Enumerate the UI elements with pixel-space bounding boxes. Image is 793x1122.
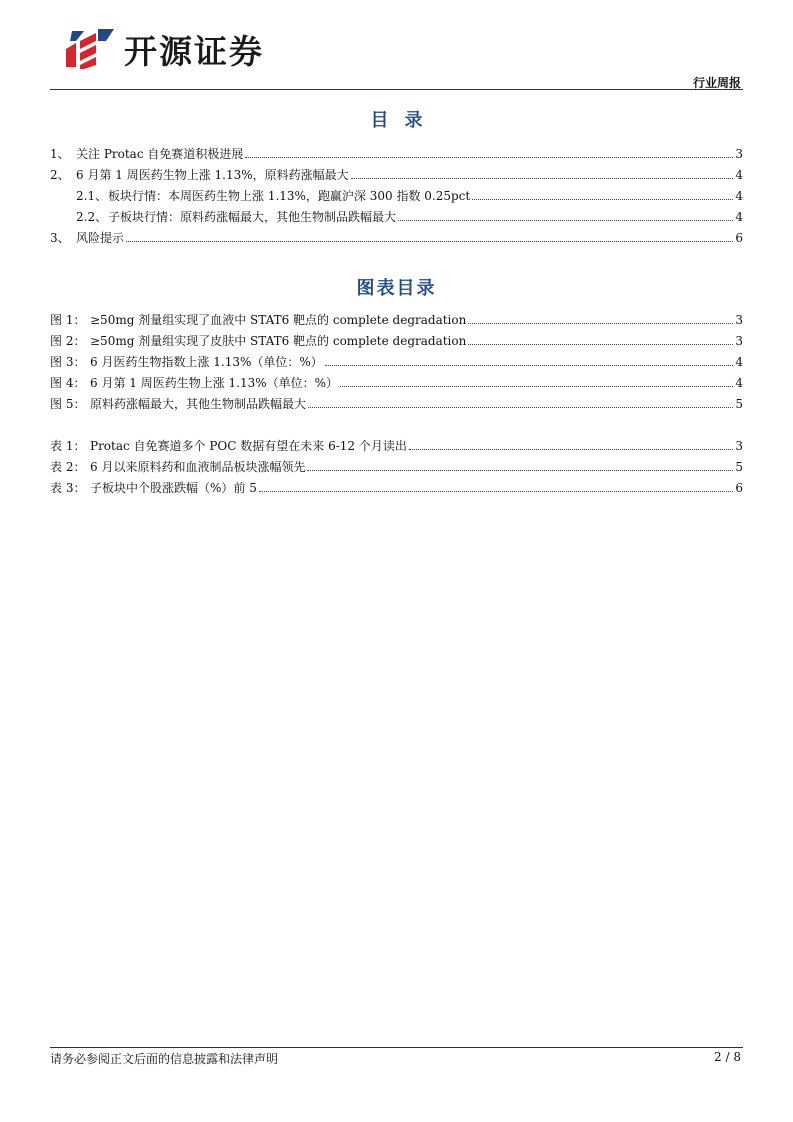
leader-dots — [398, 219, 733, 221]
toc-entry-page: 4 — [735, 210, 743, 224]
chart-entry-number: 图 1： — [50, 313, 86, 327]
toc-entry[interactable] — [50, 161, 743, 182]
company-name: 开源证券 — [124, 31, 264, 71]
chart-entry[interactable] — [50, 348, 743, 369]
chart-entry-page: 4 — [735, 376, 743, 390]
toc-entry-text: 6 月第 1 周医药生物上涨 1.13%，原料药涨幅最大 — [76, 168, 349, 182]
footer-disclaimer: 请务必参阅正文后面的信息披露和法律声明 — [50, 1052, 279, 1066]
chart-entry[interactable] — [50, 327, 743, 348]
chart-entry-text: 6 月医药生物指数上涨 1.13%（单位：%） — [90, 355, 323, 369]
toc-entry-text: 板块行情：本周医药生物上涨 1.13%，跑赢沪深 300 指数 0.25pct — [108, 189, 471, 203]
toc-entry-number: 2.2、 — [76, 210, 108, 224]
table-entry[interactable] — [50, 432, 743, 453]
footer-divider — [50, 1047, 743, 1048]
toc-entry-number: 2、 — [50, 168, 70, 182]
table-entry[interactable] — [50, 453, 743, 474]
toc-entry[interactable] — [50, 224, 743, 245]
report-type-label: 行业周报 — [692, 76, 741, 90]
toc-entry[interactable] — [50, 140, 743, 161]
leader-dots — [307, 469, 733, 471]
chart-entry-number: 图 2： — [50, 334, 86, 348]
chart-entry-text: ≥50mg 剂量组实现了皮肤中 STAT6 靶点的 complete degradation — [90, 334, 467, 348]
table-entry-page: 6 — [735, 481, 743, 495]
toc-entry-number: 2.1、 — [76, 189, 108, 203]
chart-entry-number: 图 3： — [50, 355, 86, 369]
chart-entry-page: 5 — [735, 397, 743, 411]
chart-entry[interactable] — [50, 306, 743, 327]
toc-entry-number: 1、 — [50, 147, 70, 161]
leader-dots — [308, 406, 733, 408]
toc-list — [50, 140, 743, 245]
chart-entry-text: 原料药涨幅最大，其他生物制品跌幅最大 — [90, 397, 307, 411]
company-logo — [62, 26, 264, 72]
leader-dots — [468, 322, 733, 324]
chart-entry-page: 3 — [735, 313, 743, 327]
leader-dots — [468, 343, 733, 345]
chart-entry-text: ≥50mg 剂量组实现了血液中 STAT6 靶点的 complete degradation — [90, 313, 467, 327]
table-list — [50, 432, 743, 495]
leader-dots — [245, 156, 733, 158]
chart-entry-number: 图 4： — [50, 376, 86, 390]
toc-entry-number: 3、 — [50, 231, 70, 245]
chart-list — [50, 306, 743, 411]
chart-entry-page: 4 — [735, 355, 743, 369]
leader-dots — [126, 240, 733, 242]
toc-entry-page: 4 — [735, 189, 743, 203]
leader-dots — [340, 385, 733, 387]
chart-entry-text: 6 月第 1 周医药生物上涨 1.13%（单位：%） — [90, 376, 339, 390]
toc-entry-text: 关注 Protac 自免赛道积极进展 — [76, 147, 244, 161]
table-entry-text: 6 月以来原料药和血液制品板块涨幅领先 — [90, 460, 306, 474]
toc-entry-text: 子板块行情：原料药涨幅最大，其他生物制品跌幅最大 — [108, 210, 397, 224]
chart-entry[interactable] — [50, 369, 743, 390]
kaiyuan-securities-logo-icon — [62, 27, 116, 71]
leader-dots — [409, 448, 734, 450]
toc-entry-text: 风险提示 — [76, 231, 125, 245]
leader-dots — [325, 364, 734, 366]
toc-subentry[interactable] — [50, 203, 743, 224]
leader-dots — [351, 177, 734, 179]
header-divider — [50, 89, 743, 90]
toc-entry-page: 6 — [735, 231, 743, 245]
page-number: 2 / 8 — [714, 1050, 741, 1064]
toc-entry-page: 3 — [735, 147, 743, 161]
chart-entry[interactable] — [50, 390, 743, 411]
figures-title: 图表目录 — [356, 278, 437, 299]
toc-title: 目录 — [370, 110, 439, 131]
table-entry-text: Protac 自免赛道多个 POC 数据有望在未来 6-12 个月读出 — [90, 439, 407, 453]
table-entry-page: 3 — [735, 439, 743, 453]
table-entry-number: 表 1： — [50, 439, 86, 453]
leader-dots — [472, 198, 733, 200]
table-entry-page: 5 — [735, 460, 743, 474]
toc-subentry[interactable] — [50, 182, 743, 203]
chart-entry-page: 3 — [735, 334, 743, 348]
table-entry-text: 子板块中个股涨跌幅（%）前 5 — [90, 481, 257, 495]
table-entry-number: 表 3： — [50, 481, 86, 495]
chart-entry-number: 图 5： — [50, 397, 86, 411]
leader-dots — [259, 490, 734, 492]
table-entry-number: 表 2： — [50, 460, 86, 474]
table-entry[interactable] — [50, 474, 743, 495]
toc-entry-page: 4 — [735, 168, 743, 182]
